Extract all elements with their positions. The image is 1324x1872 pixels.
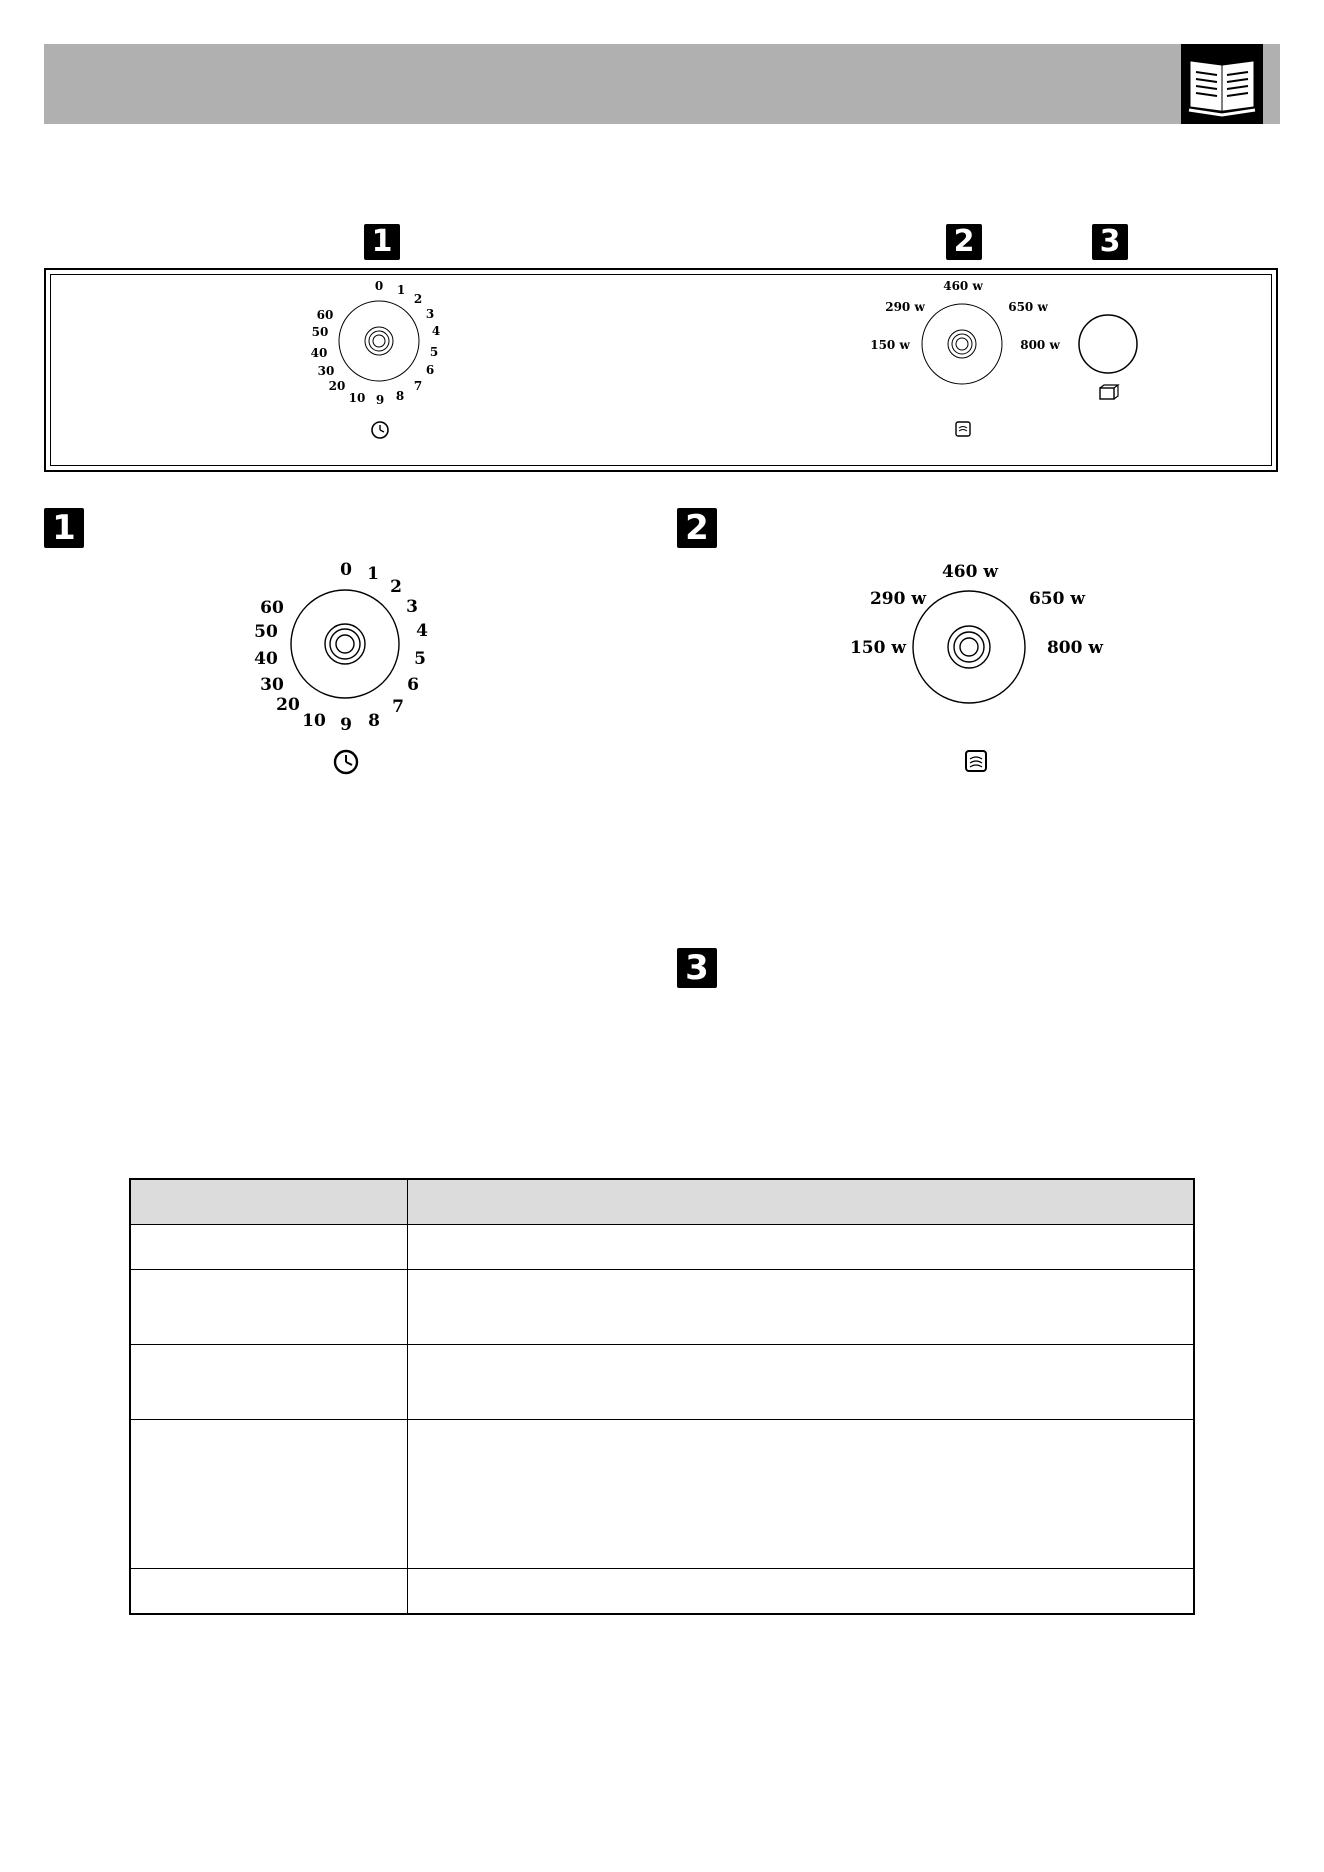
badge-2: 2 xyxy=(946,224,982,260)
timer-label: 5 xyxy=(414,649,426,669)
power-label: 460 w xyxy=(941,562,999,582)
panel-power-label: 290 w xyxy=(885,300,925,314)
table-row xyxy=(130,1270,1194,1345)
panel-timer-label: 5 xyxy=(429,345,439,359)
panel-timer-label: 2 xyxy=(413,292,423,306)
panel-power-label: 650 w xyxy=(1008,300,1048,314)
timer-label: 10 xyxy=(302,711,326,731)
microwave-icon xyxy=(956,422,970,436)
spec-table xyxy=(129,1178,1195,1615)
timer-label: 0 xyxy=(340,560,352,580)
panel-timer-label: 4 xyxy=(431,324,441,338)
timer-label: 4 xyxy=(416,621,428,641)
table-row xyxy=(130,1345,1194,1420)
power-label: 800 w xyxy=(1046,638,1104,658)
table-cell xyxy=(130,1345,408,1420)
door-open-icon xyxy=(1100,385,1118,399)
panel-power-label: 150 w xyxy=(870,338,910,352)
table-cell xyxy=(130,1270,408,1345)
panel-power-label: 460 w xyxy=(943,279,983,293)
timer-label: 40 xyxy=(254,649,278,669)
panel-power-label: 800 w xyxy=(1020,338,1060,352)
table-cell xyxy=(408,1179,1195,1225)
timer-label: 1 xyxy=(367,564,379,584)
table-header-row xyxy=(130,1179,1194,1225)
open-book-icon xyxy=(1181,44,1263,124)
timer-label: 60 xyxy=(260,598,284,618)
table-row xyxy=(130,1569,1194,1615)
timer-label: 20 xyxy=(276,695,300,715)
timer-label: 50 xyxy=(254,622,278,642)
table-cell xyxy=(130,1225,408,1270)
table-cell xyxy=(408,1270,1195,1345)
panel-timer-label: 20 xyxy=(328,379,346,393)
panel-timer-label: 50 xyxy=(311,325,329,339)
panel-timer-dial[interactable] xyxy=(300,272,460,462)
timer-label: 2 xyxy=(390,577,402,597)
table-cell xyxy=(130,1569,408,1615)
panel-timer-label: 8 xyxy=(395,389,405,403)
panel-timer-label: 7 xyxy=(413,379,423,393)
power-label: 290 w xyxy=(869,589,927,609)
panel-timer-label: 9 xyxy=(375,393,385,407)
section-badge-1: 1 xyxy=(44,508,84,548)
table-cell xyxy=(408,1569,1195,1615)
timer-label: 3 xyxy=(406,597,418,617)
panel-timer-label: 30 xyxy=(317,364,335,378)
panel-timer-label: 10 xyxy=(348,391,366,405)
panel-timer-label: 6 xyxy=(425,363,435,377)
table-row xyxy=(130,1225,1194,1270)
clock-icon xyxy=(335,751,357,773)
section-badge-2: 2 xyxy=(677,508,717,548)
timer-label: 6 xyxy=(407,675,419,695)
header-bar xyxy=(44,44,1280,124)
table-cell xyxy=(130,1420,408,1569)
panel-timer-label: 3 xyxy=(425,307,435,321)
timer-label: 9 xyxy=(340,715,352,735)
timer-label: 30 xyxy=(260,675,284,695)
clock-icon xyxy=(372,422,388,438)
panel-power-dial[interactable] xyxy=(860,272,1070,452)
badge-3: 3 xyxy=(1092,224,1128,260)
timer-dial[interactable] xyxy=(230,550,460,780)
power-dial[interactable] xyxy=(830,550,1130,780)
section-badge-3: 3 xyxy=(677,948,717,988)
panel-timer-label: 0 xyxy=(374,279,384,293)
panel-timer-label: 1 xyxy=(396,283,406,297)
microwave-icon xyxy=(966,751,986,771)
badge-1: 1 xyxy=(364,224,400,260)
table-cell xyxy=(408,1420,1195,1569)
panel-timer-label: 40 xyxy=(310,346,328,360)
table-cell xyxy=(130,1179,408,1225)
panel-timer-label: 60 xyxy=(316,308,334,322)
power-label: 650 w xyxy=(1028,589,1086,609)
power-label: 150 w xyxy=(849,638,907,658)
timer-label: 7 xyxy=(392,697,404,717)
door-open-button[interactable] xyxy=(1076,312,1142,408)
timer-label: 8 xyxy=(368,711,380,731)
table-cell xyxy=(408,1225,1195,1270)
table-cell xyxy=(408,1345,1195,1420)
table-row xyxy=(130,1420,1194,1569)
